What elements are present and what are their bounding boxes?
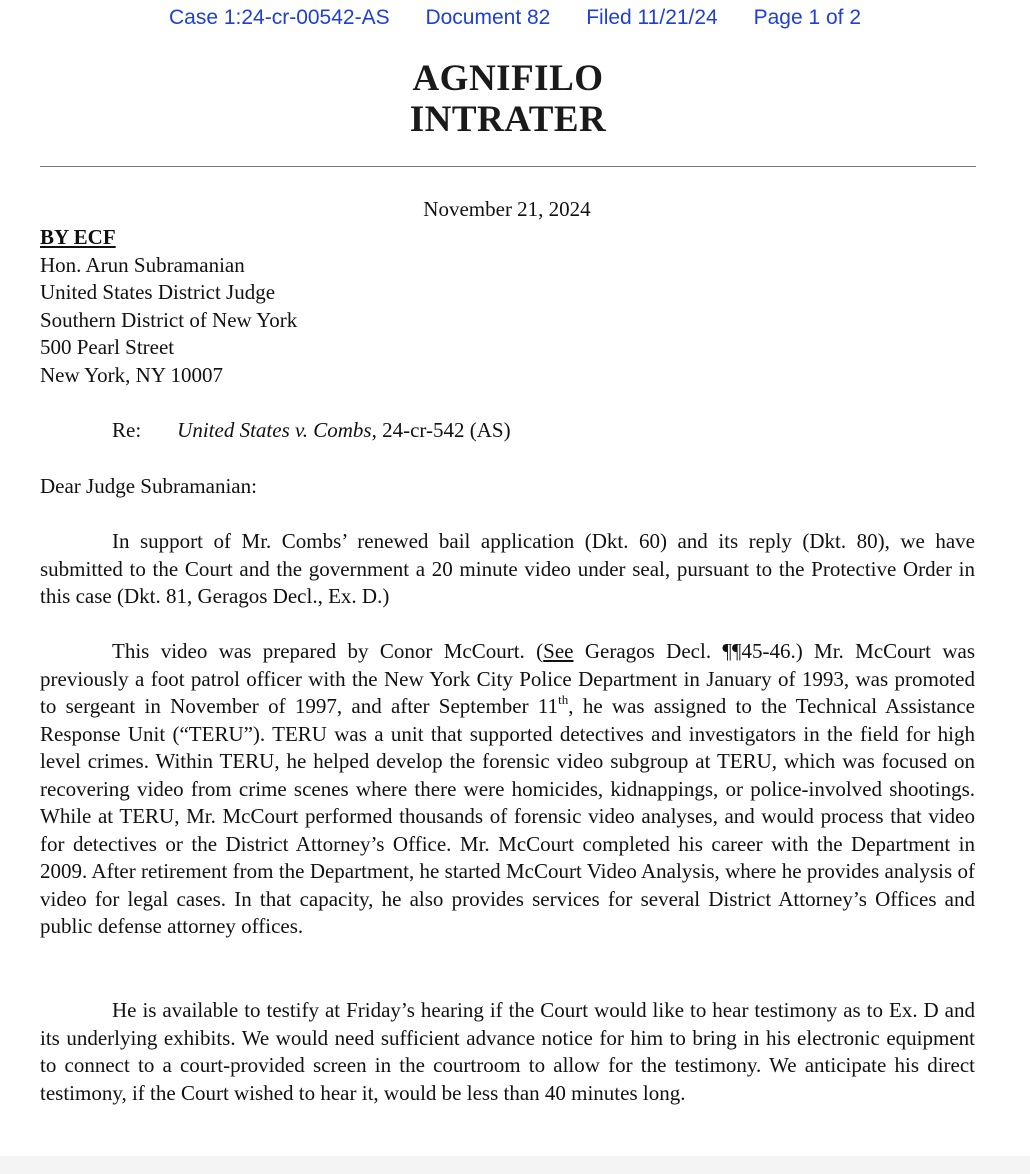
letter-date: November 21, 2024: [423, 197, 591, 221]
addressee-line: 500 Pearl Street: [40, 335, 175, 359]
paragraph-2-text-c: , he was assigned to the Technical Assistance Response Unit (“TERU”). TERU was a unit that supported detectives and investigators in the field for high level crimes. Within TERU, he helped develop the forensic video subgroup at TERU, which was focused on recovering video from crime scenes where there were homicides, kidnappings, or police-involved shootings. While at TERU, Mr. McCourt performed thousands of forensic video analyses, and would process that video for detectives or the District Attorney’s Office. Mr. McCourt completed his career with the Department in 2009. After retirement from the Department, he started McCourt Video Analysis, where he provides analysis of video for legal cases. In that capacity, he also provides services for several District Attorney’s Offices and public defense attorney offices.: [40, 694, 975, 938]
case-number: Case 1:24-cr-00542-AS: [168, 6, 390, 29]
document-number: Document 82: [425, 6, 551, 29]
paragraph-2-text-b: Geragos Decl. ¶¶45-46.) Mr. McCourt was previously a foot patrol officer with the New York City Police Department in January of 1993, was promoted to sergeant in November of 1997, and after September 11: [40, 639, 976, 718]
addressee-line: United States District Judge: [40, 280, 276, 304]
see-signal: See: [543, 639, 574, 663]
re-label: Re:: [112, 418, 142, 442]
re-line: [112, 417, 511, 445]
addressee-line: New York, NY 10007: [40, 362, 223, 387]
body-paragraph-2: [40, 638, 975, 941]
addressee-line: Southern District of New York: [40, 307, 298, 332]
paragraph-2-text-a: This video was prepared by Conor McCourt. (: [112, 639, 544, 663]
addressee-block: [40, 224, 297, 389]
ecf-filing-header: [0, 6, 1030, 30]
firm-letterhead: [0, 58, 1016, 140]
filed-date: Filed 11/21/24: [586, 6, 718, 29]
page-bottom-edge: [0, 1156, 1030, 1174]
re-case-number: , 24-cr-542 (AS): [371, 418, 511, 442]
re-case-name: United States v. Combs: [177, 418, 372, 442]
addressee-line: Hon. Arun Subramanian: [40, 252, 245, 277]
salutation: Dear Judge Subramanian:: [40, 474, 257, 498]
page-indicator: Page 1 of 2: [753, 6, 862, 29]
ordinal-superscript: th: [558, 692, 569, 707]
letterhead-line-2: INTRATER: [409, 99, 607, 140]
letterhead-line-1: AGNIFILO: [412, 58, 604, 99]
body-paragraph-3: He is available to testify at Friday’s hearing if the Court would like to hear testimony as to Ex. D and its underlying exhibits. We would need sufficient advance notice for him to bring in his electronic equipment to connect to a court-provided screen in the courtroom to allow for the testimony. We anticipate his direct testimony, if the Court wished to hear it, would be less than 40 minutes long.: [40, 998, 975, 1105]
letterhead-divider: [40, 166, 976, 167]
body-paragraph-1: In support of Mr. Combs’ renewed bail application (Dkt. 60) and its reply (Dkt. 80), we have submitted to the Court and the government a 20 minute video under seal, pursuant to the Protective Order in this case (Dkt. 81, Geragos Decl., Ex. D.): [40, 529, 975, 608]
delivery-method: BY ECF: [40, 225, 116, 249]
